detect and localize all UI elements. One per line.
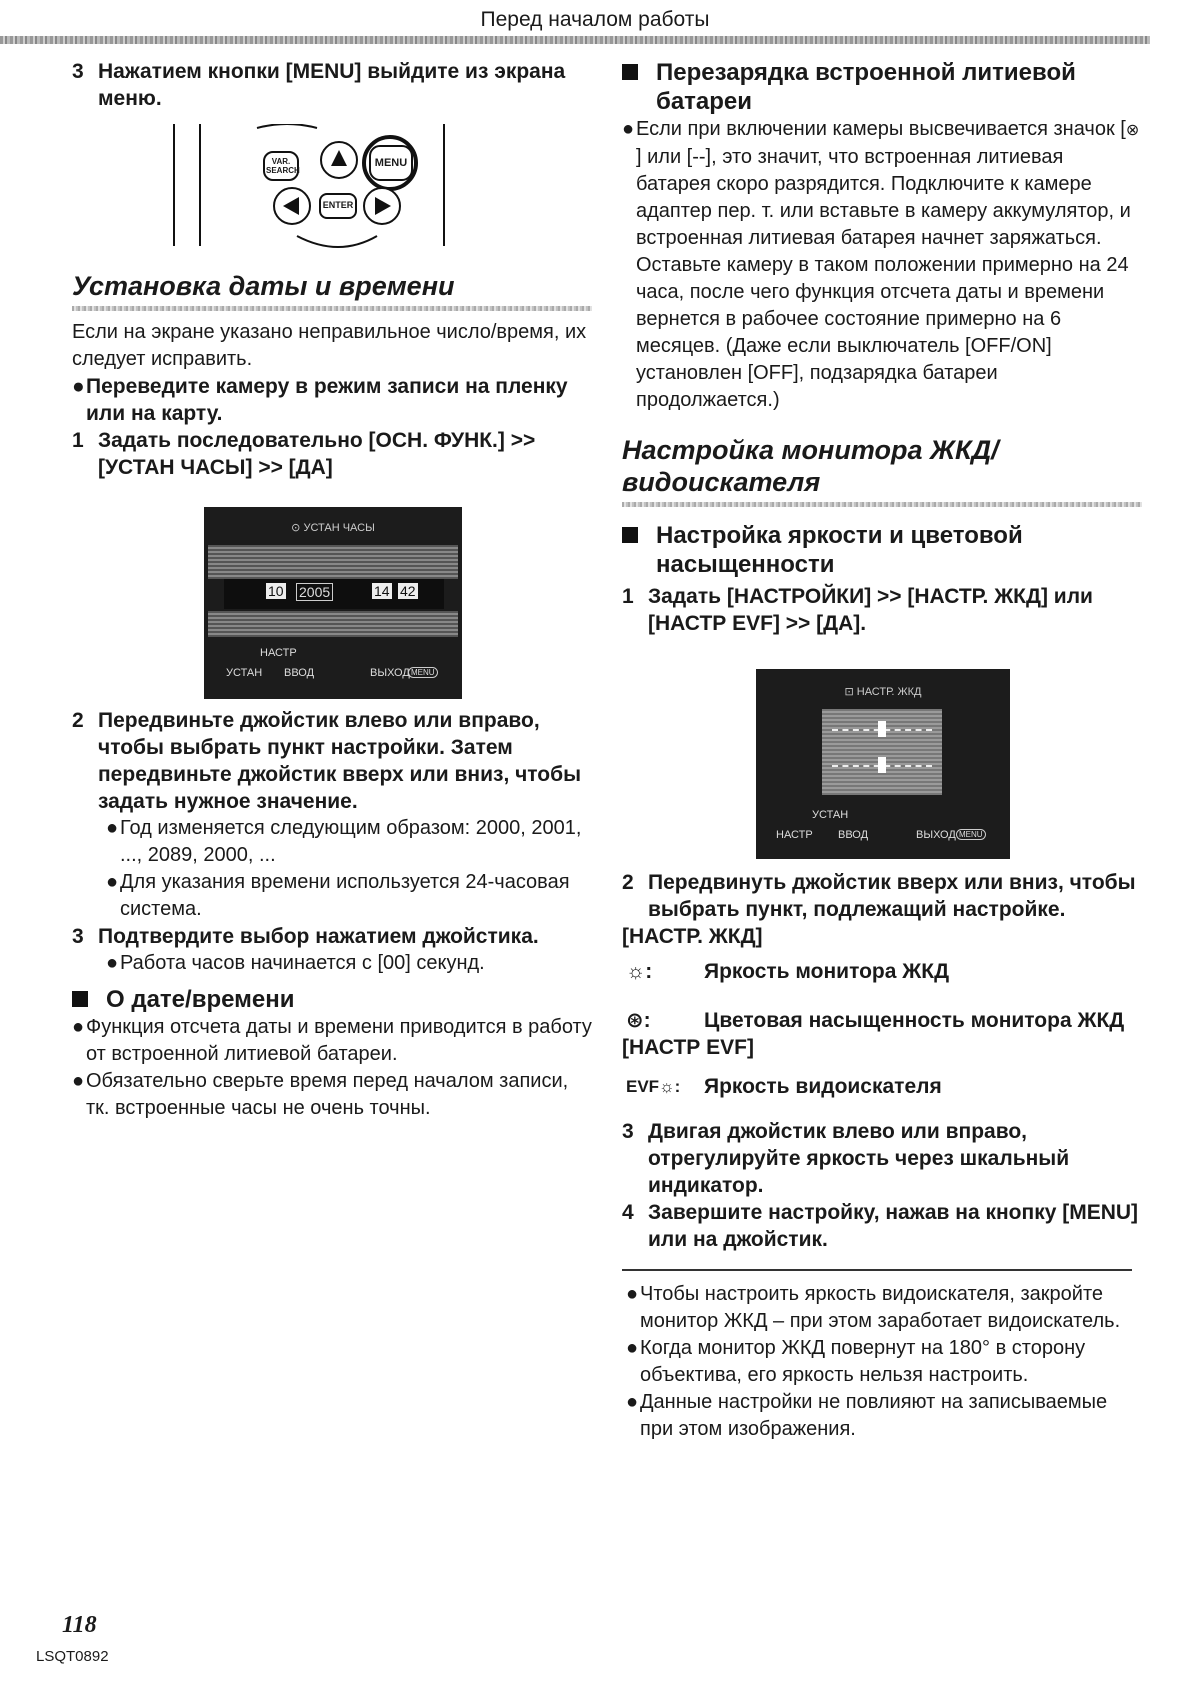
lcd-screen-title: ⊡ НАСТР. ЖКД: [844, 686, 922, 698]
hour-field: 14: [374, 583, 390, 599]
minute-field: 42: [400, 583, 416, 599]
section-rule: [622, 502, 1142, 507]
monitor-section-title: Настройка монитора ЖКД/ видоискателя: [622, 435, 999, 497]
color-saturation-icon: ⊛:: [626, 1009, 651, 1032]
evf-label: [НАСТР EVF]: [622, 1036, 754, 1059]
step-move-joystick: 2 Передвиньте джойстик влево или вправо, чтобы выбрать пункт настройки. Затем передвиньте джойстик вверх или вниз, чтобы задать нужное значение.: [72, 709, 582, 813]
about-title: О дате/времени: [72, 985, 592, 1014]
clock-footer-left: УСТАН: [226, 667, 263, 679]
bullet-seconds: ● Работа часов начинается с [00] секунд.: [106, 952, 485, 974]
evf-brightness-icon: EVF☼:: [626, 1077, 681, 1096]
clock-setting-screen: [204, 507, 462, 699]
step-confirm: 3 Подтвердите выбор нажатием джойстика.: [72, 925, 539, 948]
step2-bullets: [72, 815, 592, 923]
enter-button: ENTER: [322, 200, 354, 210]
clock-footer-top: НАСТР: [260, 647, 297, 659]
right-column: [622, 58, 1142, 1443]
section-title: Установка даты и времени: [72, 271, 455, 301]
menu-button: MENU: [374, 157, 408, 169]
note-item: ● Когда монитор ЖКД повернут на 180° в сторону объектива, его яркость нельзя настроить.: [626, 1337, 1086, 1386]
remote-illustration: [172, 124, 472, 264]
bullet-24h: ● Для указания времени используется 24-часовая система.: [106, 871, 570, 920]
year-field: 2005: [296, 583, 333, 601]
notes-divider: [622, 1269, 1132, 1271]
brightness-icon: ☼:: [626, 960, 653, 983]
step-set-clock: 1 Задать последовательно [ОСН. ФУНК.] >> [УСТАН ЧАСЫ] >> [ДА]: [72, 429, 536, 479]
lcd-footer-top: УСТАН: [812, 809, 849, 821]
intro-text: Если на экране указано неправильное число/время, их следует исправить.: [72, 321, 587, 370]
left-column: [72, 58, 592, 1122]
lcd-footer-right: ВЫХОД: [916, 829, 956, 841]
clock-menu-badge: MENU: [408, 667, 438, 678]
lcd-setting-screen: [756, 669, 1010, 859]
step-exit-menu: [72, 58, 592, 112]
day-field: 10: [268, 583, 284, 599]
page-header-title: Перед началом работы: [480, 8, 710, 31]
step-number: 3: [72, 60, 84, 83]
lcd-brightness-item: ☼: Яркость монитора ЖКД: [622, 958, 1142, 985]
lcd-menu-badge: MENU: [956, 829, 986, 840]
date-section: [72, 270, 592, 977]
evf-brightness-item: EVF☼: Яркость видоискателя: [622, 1073, 1142, 1100]
note-item: ● Чтобы настроить яркость видоискателя, закройте монитор ЖКД – при этом заработает видоискатель.: [626, 1283, 1121, 1332]
step-select-item: 2 Передвинуть джойстик вверх или вниз, чтобы выбрать пункт, подлежащий настройке.: [622, 871, 1136, 921]
step-adjust: 3 Двигая джойстик влево или вправо, отрегулируйте яркость через шкальный индикатор.: [622, 1120, 1070, 1197]
saturation-slider-knob: [878, 757, 886, 773]
lcd-footer-left: НАСТР: [776, 829, 813, 841]
notes: [622, 1281, 1142, 1443]
about-bullet: ● Функция отсчета даты и времени приводится в работу от встроенной литиевой батареи.: [72, 1016, 592, 1065]
lcd-label: [НАСТР. ЖКД]: [622, 925, 763, 948]
note-item: ● Данные настройки не повлияют на записываемые при этом изображения.: [626, 1391, 1108, 1440]
document-code: LSQT0892: [36, 1648, 109, 1665]
about-bullet: ● Обязательно сверьте время перед началом записи, тк. встроенные часы не очень точны.: [72, 1070, 569, 1119]
remote-drawing: [172, 124, 472, 264]
step-finish: 4 Завершите настройку, нажав на кнопку [MENU] или на джойстик.: [622, 1201, 1139, 1251]
clock-battery-icon: ⊗: [1125, 122, 1140, 139]
recharge-bullet: ● Если при включении камеры высвечивается значок [⊗] или [--], это значит, что встроенная литиевая батарея скоро разрядится. Подключите к камере адаптер пер. т. или вставьте в камеру аккумулятор, и встроенная литиевая батарея начнет заряжаться. Оставьте камеру в таком положении примерно на 24 часа, после чего функция отсчета даты и времени вернется в рабочее состояние примерно на 6 месяцев. (Даже если выключатель [OFF/ON] установлен [OFF], подзарядка батареи продолжается.): [622, 118, 1140, 411]
monitor-section: [622, 434, 1142, 1443]
section-rule: [72, 306, 592, 311]
header-rule: [0, 36, 1150, 44]
clock-footer-mid: ВВОД: [284, 667, 315, 679]
lcd-footer-mid: ВВОД: [838, 829, 869, 841]
recharge-title: Перезарядка встроенной литиевой батареи: [622, 58, 1142, 116]
brightness-subtitle: Настройка яркости и цветовой насыщенности: [622, 521, 1142, 579]
clock-screen-title: ⊙ УСТАН ЧАСЫ: [291, 522, 375, 534]
brightness-slider-knob: [878, 721, 886, 737]
step-lcd-menu: 1 Задать [НАСТРОЙКИ] >> [НАСТР. ЖКД] или [НАСТР EVF] >> [ДА].: [622, 585, 1093, 635]
clock-footer-right: ВЫХОД: [370, 667, 410, 679]
step-text: Нажатием кнопки [MENU] выйдите из экрана меню.: [98, 60, 566, 110]
bullet-mode: ● Переведите камеру в режим записи на пленку или на карту.: [72, 375, 568, 425]
page-number: 118: [62, 1612, 97, 1638]
bullet-year: ● Год изменяется следующим образом: 2000, 2001, ..., 2089, 2000, ...: [106, 817, 582, 866]
lcd-saturation-item: ⊛: Цветовая насыщенность монитора ЖКД: [622, 1007, 1142, 1034]
about-section: [72, 985, 592, 1122]
var-search-button: VAR. SEARCH: [266, 157, 300, 175]
